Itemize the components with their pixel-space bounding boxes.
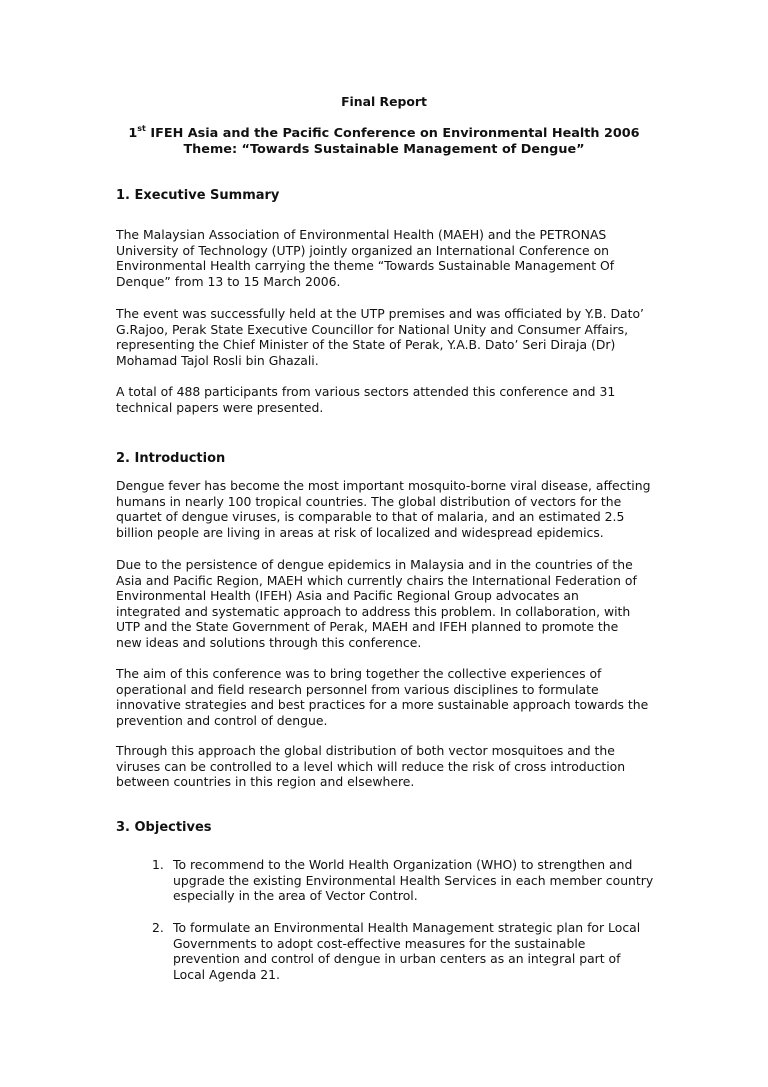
list-text — [173, 857, 693, 904]
text-line: Through this approach the global distribution of both vector mosquitoes and the — [116, 743, 615, 758]
text-line: between countries in this region and elsewhere. — [116, 774, 415, 790]
text-line: integrated and systematic approach to address this problem. In collaboration, with — [116, 603, 631, 619]
text-line: upgrade the existing Environmental Health Services in each member country — [173, 872, 654, 888]
text-line: Environmental Health (IFEH) Asia and Pacific Regional Group advocates an — [116, 588, 579, 604]
text-line: quartet of dengue viruses, is comparable to that of malaria, and an estimated 2.5 — [116, 509, 625, 525]
text-line: technical papers were presented. — [116, 399, 324, 415]
intro-paragraph-4 — [116, 743, 676, 790]
text-line: billion people are living in areas at risk of localized and widespread epidemics. — [116, 524, 604, 540]
section-heading-introduction: 2. Introduction — [116, 451, 226, 466]
text-line: prevention and control of dengue. — [116, 712, 328, 728]
conference-title — [0, 123, 768, 142]
text-line: The Malaysian Association of Environmental Health (MAEH) and the PETRONAS — [116, 227, 607, 242]
text-line: Due to the persistence of dengue epidemics in Malaysia and in the countries of the — [116, 557, 633, 572]
text-line: Local Agenda 21. — [173, 966, 280, 982]
text-line: humans in nearly 100 tropical countries. The global distribution of vectors for the — [116, 493, 622, 509]
text-line: G.Rajoo, Perak State Executive Councillor for National Unity and Consumer Affairs, — [116, 321, 629, 337]
section-heading-executive-summary: 1. Executive Summary — [116, 188, 280, 203]
list-number: 2. — [152, 920, 164, 935]
text-line: A total of 488 participants from various sectors attended this conference and 31 — [116, 384, 616, 399]
conference-name: IFEH Asia and the Pacific Conference on Environmental Health 2006 — [145, 126, 640, 141]
section-heading-objectives: 3. Objectives — [116, 820, 212, 835]
text-line: Environmental Health carrying the theme “Towards Sustainable Management Of — [116, 258, 615, 274]
text-line: viruses can be controlled to a level which will reduce the risk of cross introduction — [116, 758, 626, 774]
text-line: operational and field research personnel from various disciplines to formulate — [116, 681, 599, 697]
text-line: Asia and Pacific Region, MAEH which currently chairs the International Federation of — [116, 572, 637, 588]
text-line: prevention and control of dengue in urban centers as an integral part of — [173, 951, 621, 967]
conference-ordinal-suffix: st — [137, 123, 146, 133]
text-line: To formulate an Environmental Health Management strategic plan for Local — [173, 920, 641, 935]
text-line: innovative strategies and best practices for a more sustainable approach towards the — [116, 697, 649, 713]
intro-paragraph-3 — [116, 666, 676, 728]
text-line: representing the Chief Minister of the State of Perak, Y.A.B. Dato’ Seri Diraja (Dr) — [116, 337, 616, 353]
text-line: To recommend to the World Health Organization (WHO) to strengthen and — [173, 857, 633, 872]
exec-paragraph-2 — [116, 306, 676, 368]
report-title: Final Report — [341, 94, 427, 109]
text-line: UTP and the State Government of Perak, MAEH and IFEH planned to promote the — [116, 619, 619, 635]
text-line: The aim of this conference was to bring together the collective experiences of — [116, 666, 602, 681]
text-line: new ideas and solutions through this conference. — [116, 634, 422, 650]
text-line: University of Technology (UTP) jointly organized an International Conference on — [116, 242, 609, 258]
list-text — [173, 920, 693, 982]
intro-paragraph-2 — [116, 557, 676, 651]
text-line: Mohamad Tajol Rosli bin Ghazali. — [116, 352, 319, 368]
intro-paragraph-1 — [116, 478, 676, 540]
conference-ordinal: 1 — [128, 126, 138, 141]
text-line: The event was successfully held at the UTP premises and was officiated by Y.B. Dato’ — [116, 306, 644, 321]
text-line: Denque” from 13 to 15 March 2006. — [116, 273, 341, 289]
text-line: Dengue fever has become the most important mosquito-borne viral disease, affecting — [116, 478, 651, 493]
text-line: especially in the area of Vector Control. — [173, 888, 418, 904]
text-line: Governments to adopt cost-effective measures for the sustainable — [173, 935, 586, 951]
conference-theme: Theme: “Towards Sustainable Management of Dengue” — [183, 142, 585, 157]
exec-paragraph-3 — [116, 384, 676, 415]
list-number: 1. — [152, 857, 164, 872]
exec-paragraph-1 — [116, 227, 676, 289]
